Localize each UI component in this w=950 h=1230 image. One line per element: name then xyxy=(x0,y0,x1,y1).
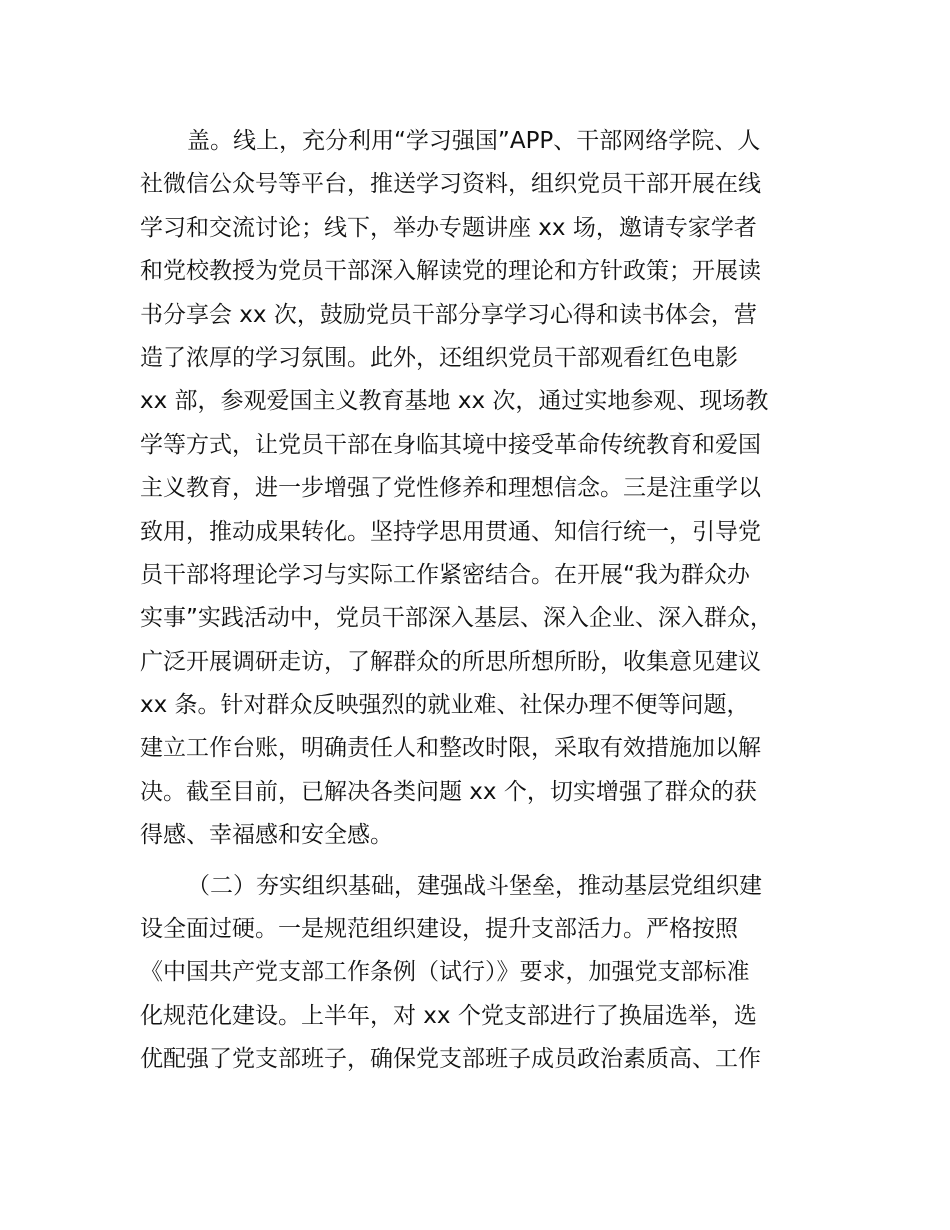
text-line: 设全面过硬。一是规范组织建设，提升支部活力。严格按照 xyxy=(140,916,738,943)
text-line: 优配强了党支部班子，确保党支部班子成员政治素质高、工作 xyxy=(140,1046,761,1073)
text-line: 广泛开展调研走访，了解群众的所思所想所盼，收集意见建议 xyxy=(140,648,761,675)
text-line: xx 部，参观爱国主义教育基地 xx 次，通过实地参观、现场教 xyxy=(140,388,769,415)
text-line: 致用，推动成果转化。坚持学思用贯通、知信行统一，引导党 xyxy=(140,518,761,545)
text-line: 得感、幸福感和安全感。 xyxy=(140,822,393,849)
text-line: 员干部将理论学习与实际工作紧密结合。在开展“我为群众办 xyxy=(140,561,750,588)
paragraph-organization-building xyxy=(140,865,840,1082)
text-line: 决。截至目前，已解决各类问题 xx 个，切实增强了群众的获 xyxy=(140,778,757,805)
text-line: 建立工作台账，明确责任人和整改时限，采取有效措施加以解 xyxy=(140,735,761,762)
text-line: 书分享会 xx 次，鼓励党员干部分享学习心得和读书体会，营 xyxy=(140,301,757,328)
document-body xyxy=(140,120,840,1082)
text-line: 造了浓厚的学习氛围。此外，还组织党员干部观看红色电影 xyxy=(140,344,738,371)
text-line: 学习和交流讨论；线下，举办专题讲座 xx 场，邀请专家学者 xyxy=(140,214,757,241)
text-line: 和党校教授为党员干部深入解读党的理论和方针政策；开展读 xyxy=(140,258,761,285)
text-line: 社微信公众号等平台，推送学习资料，组织党员干部开展在线 xyxy=(140,171,761,198)
text-line: 《中国共产党支部工作条例（试行）》要求，加强党支部标准 xyxy=(140,959,750,986)
text-line: 化规范化建设。上半年，对 xx 个党支部进行了换届选举，选 xyxy=(140,1002,757,1029)
text-line: 盖。线上，充分利用“学习强国”APP、干部网络学院、人 xyxy=(187,128,761,154)
text-line: 实事”实践活动中，党员干部深入基层、深入企业、深入群众， xyxy=(140,605,773,632)
paragraph-study-activities xyxy=(140,120,840,858)
text-line: 学等方式，让党员干部在身临其境中接受革命传统教育和爱国 xyxy=(140,431,761,458)
paragraph-spacer xyxy=(140,858,840,865)
text-line: 主义教育，进一步增强了党性修养和理想信念。三是注重学以 xyxy=(140,475,761,502)
text-line: （二）夯实组织基础，建强战斗堡垒，推动基层党组织建 xyxy=(187,872,762,899)
text-line: xx 条。针对群众反映强烈的就业难、社保办理不便等问题， xyxy=(140,692,750,719)
